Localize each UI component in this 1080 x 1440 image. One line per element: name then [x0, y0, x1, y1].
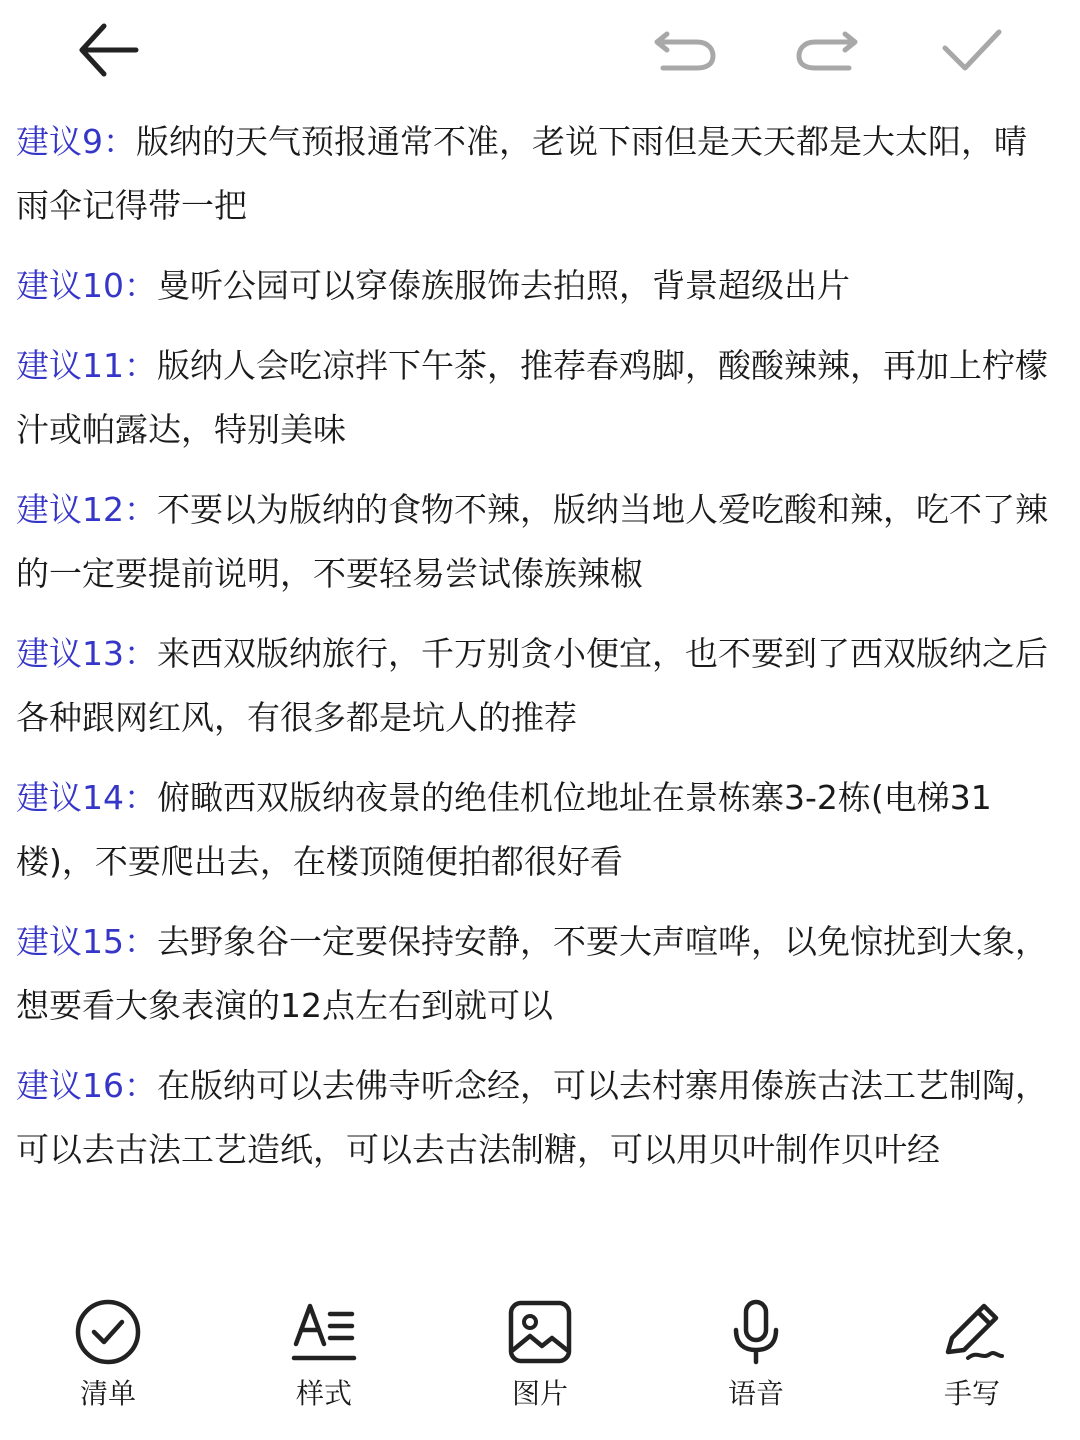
voice-label: 语音 [727, 1377, 784, 1410]
bottom-toolbar [0, 1290, 1080, 1440]
style-button[interactable] [244, 1290, 404, 1430]
tip-paragraph[interactable] [16, 334, 1056, 462]
top-toolbar [0, 0, 1080, 100]
handwriting-label: 手写 [943, 1377, 1000, 1410]
style-label: 样式 [295, 1377, 352, 1410]
image-button[interactable] [460, 1290, 620, 1430]
voice-button[interactable] [676, 1290, 836, 1430]
tip-text: 在版纳可以去佛寺听念经，可以去村寨用傣族古法工艺制陶，可以去古法工艺造纸，可以去古法制糖，可以用贝叶制作贝叶经 [16, 1066, 1048, 1169]
tip-text: 曼听公园可以穿傣族服饰去拍照，背景超级出片 [157, 266, 850, 305]
tip-paragraph[interactable] [16, 478, 1056, 606]
undo-button[interactable] [648, 14, 720, 86]
image-icon [506, 1298, 574, 1366]
back-button[interactable] [72, 14, 144, 86]
tip-paragraph[interactable] [16, 766, 1056, 894]
tip-label: 建议16： [16, 1066, 157, 1105]
tip-text: 来西双版纳旅行，千万别贪小便宜，也不要到了西双版纳之后各种跟网红风，有很多都是坑人的推荐 [16, 634, 1048, 737]
tip-paragraph[interactable] [16, 254, 1056, 318]
tip-label: 建议14： [16, 778, 157, 817]
redo-icon [795, 28, 861, 72]
tip-paragraph[interactable] [16, 910, 1056, 1038]
done-button[interactable] [936, 14, 1008, 86]
check-icon [941, 28, 1003, 72]
tip-text: 俯瞰西双版纳夜景的绝佳机位地址在景栋寨3-2栋(电梯31楼)，不要爬出去，在楼顶随便拍都很好看 [16, 778, 992, 881]
tip-paragraph[interactable] [16, 110, 1056, 238]
pen-handwriting-icon [938, 1298, 1006, 1366]
note-editor[interactable] [16, 110, 1056, 1260]
checklist-button[interactable] [28, 1290, 188, 1430]
tip-label: 建议10： [16, 266, 157, 305]
tip-text: 版纳人会吃凉拌下午茶，推荐春鸡脚，酸酸辣辣，再加上柠檬汁或帕露达，特别美味 [16, 346, 1048, 449]
checklist-label: 清单 [79, 1377, 136, 1410]
tip-paragraph[interactable] [16, 1054, 1056, 1182]
tip-label: 建议9： [16, 122, 136, 161]
tip-label: 建议13： [16, 634, 157, 673]
tip-text: 不要以为版纳的食物不辣，版纳当地人爱吃酸和辣，吃不了辣的一定要提前说明，不要轻易尝试傣族辣椒 [16, 490, 1048, 593]
tip-label: 建议11： [16, 346, 157, 385]
tip-text: 去野象谷一定要保持安静，不要大声喧哗，以免惊扰到大象，想要看大象表演的12点左右到就可以 [16, 922, 1048, 1025]
redo-button[interactable] [792, 14, 864, 86]
undo-icon [651, 28, 717, 72]
arrow-left-icon [76, 22, 140, 78]
text-style-icon [290, 1298, 358, 1366]
tip-label: 建议12： [16, 490, 157, 529]
checklist-circle-check-icon [74, 1298, 142, 1366]
tip-paragraph[interactable] [16, 622, 1056, 750]
handwriting-button[interactable] [892, 1290, 1052, 1430]
tip-label: 建议15： [16, 922, 157, 961]
microphone-icon [722, 1298, 790, 1366]
image-label: 图片 [511, 1377, 568, 1410]
tip-text: 版纳的天气预报通常不准，老说下雨但是天天都是大太阳，晴雨伞记得带一把 [16, 122, 1027, 225]
